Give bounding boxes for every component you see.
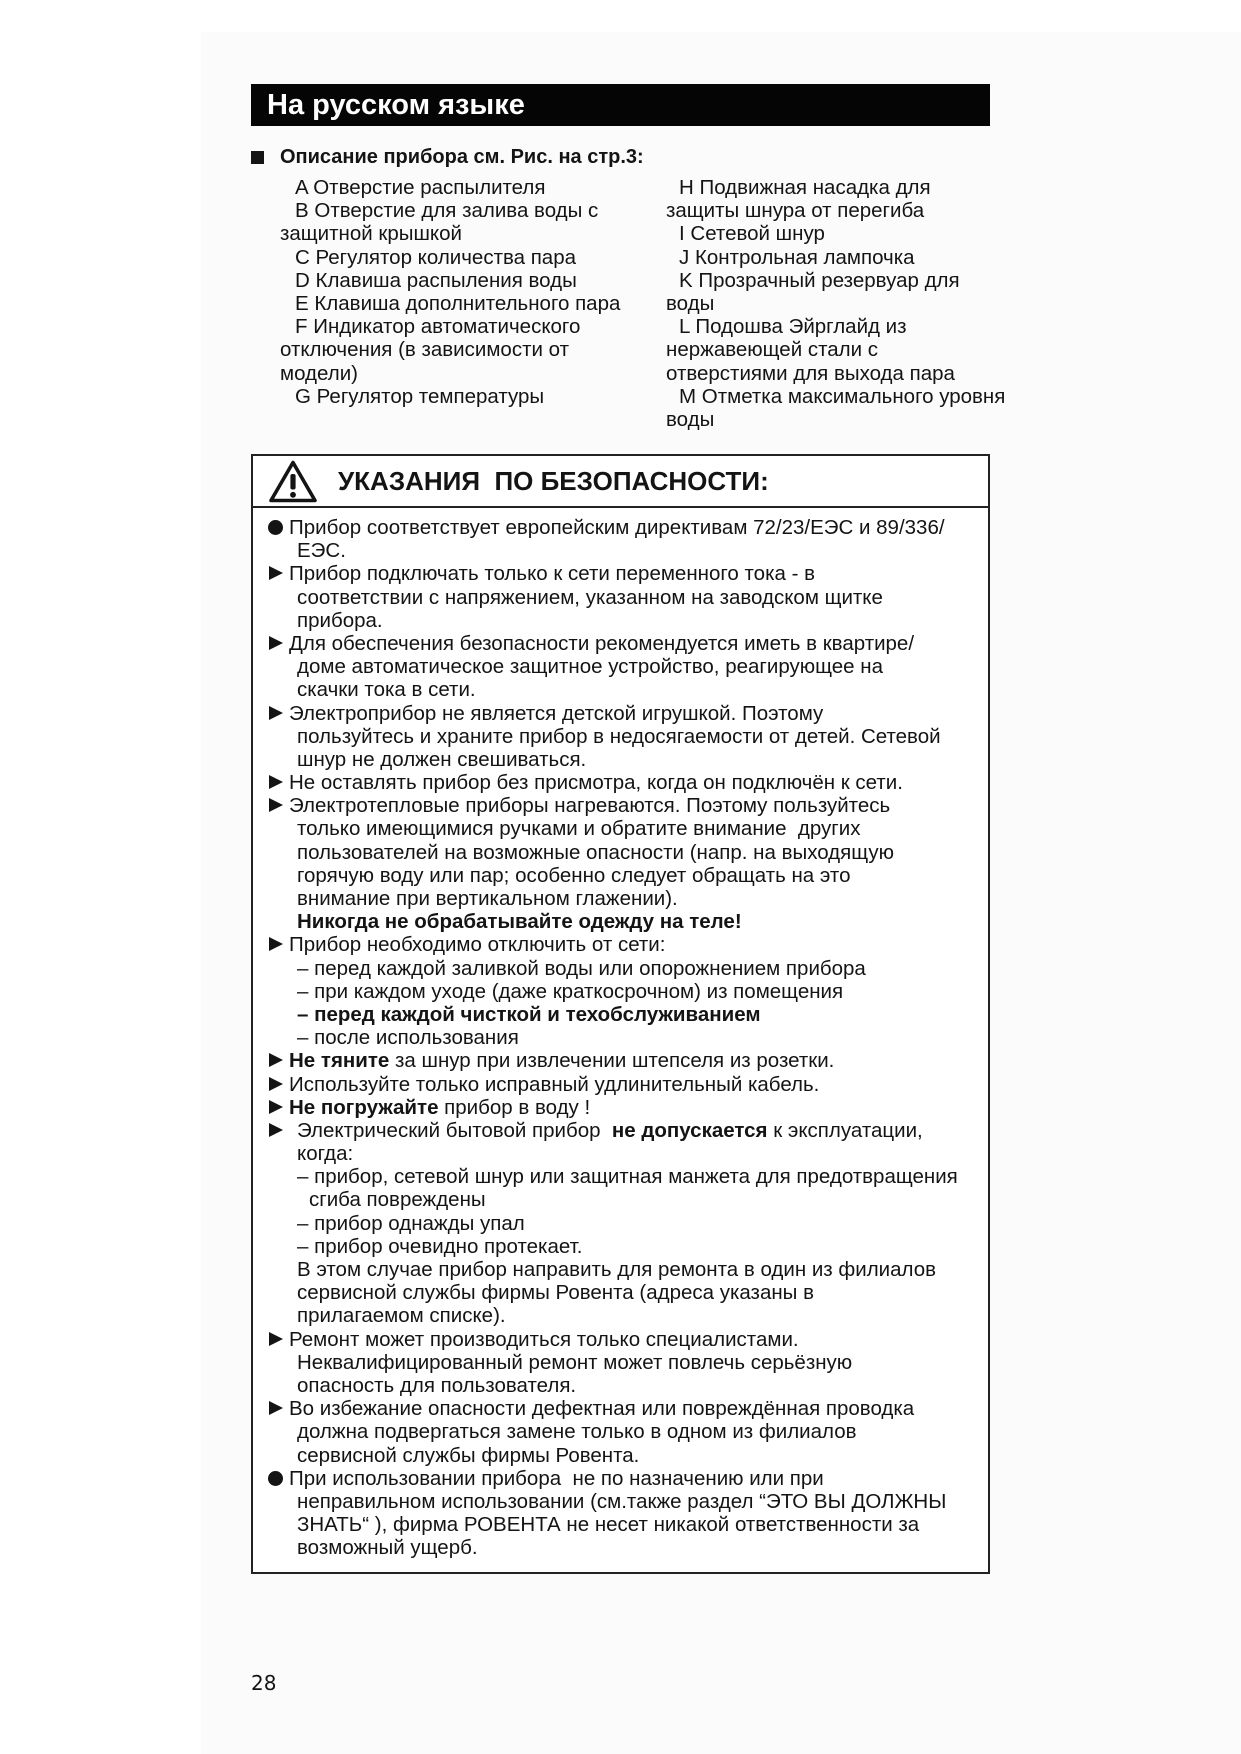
safety-line: пользователей на возможные опасности (напр. на выходящую — [297, 840, 894, 864]
part-line: нержавеющей стали с — [666, 338, 879, 362]
safety-item — [253, 562, 988, 632]
safety-text: за шнур при извлечении штепселя из розетки. — [389, 1049, 835, 1073]
safety-condition: – после использования — [297, 1026, 519, 1050]
arrow-bullet-icon — [269, 1123, 283, 1137]
safety-line: Используйте только исправный удлинительный кабель. — [289, 1072, 820, 1096]
arrow-bullet-icon — [269, 706, 283, 720]
part-item — [251, 246, 621, 269]
part-line: отключения (в зависимости от — [280, 338, 569, 362]
safety-warning: Никогда не обрабатывайте одежду на теле! — [297, 910, 742, 934]
part-line: L Подошва Эйрглайд из — [679, 315, 907, 339]
safety-note: В этом случае прибор направить для ремонта в один из филиалов — [297, 1258, 937, 1281]
safety-line: При использовании прибора не по назначению или при — [289, 1466, 824, 1490]
safety-line: Для обеспечения безопасности рекомендуется иметь в квартире/ — [289, 631, 915, 655]
arrow-bullet-icon — [269, 775, 283, 789]
safety-line: Не оставлять прибор без присмотра, когда он подключён к сети. — [289, 771, 903, 795]
page-number: 28 — [251, 1671, 277, 1695]
part-line: воды — [666, 291, 715, 315]
safety-line: прибора. — [297, 608, 383, 632]
safety-line: опасность для пользователя. — [297, 1373, 577, 1397]
safety-condition: – прибор однажды упал — [297, 1211, 525, 1235]
arrow-bullet-icon — [269, 937, 283, 951]
part-item — [251, 315, 621, 385]
arrow-bullet-icon — [269, 798, 283, 812]
arrow-bullet-icon — [269, 1100, 283, 1114]
safety-line: внимание при вертикальном глажении). — [297, 887, 678, 910]
safety-emphasis: Не тяните — [289, 1049, 390, 1073]
part-item — [251, 292, 621, 315]
safety-item — [253, 632, 988, 702]
part-line: M Отметка максимального уровня — [679, 384, 1006, 408]
arrow-bullet-icon — [269, 566, 283, 580]
arrow-bullet-icon — [269, 1332, 283, 1346]
safety-line: доме автоматическое защитное устройство, реагирующее на — [297, 655, 883, 679]
part-line: A Отверстие распылителя — [295, 176, 546, 199]
safety-header — [253, 456, 988, 508]
safety-line: сервисной службы фирмы Ровента. — [297, 1443, 640, 1467]
part-line: G Регулятор температуры — [295, 384, 545, 408]
part-line: защитной крышкой — [280, 222, 462, 246]
part-line: K Прозрачный резервуар для — [679, 268, 960, 292]
safety-item — [253, 1328, 988, 1398]
safety-condition: – прибор очевидно протекает. — [297, 1234, 583, 1258]
parts-list-left — [251, 176, 621, 408]
part-line: H Подвижная насадка для — [679, 176, 931, 199]
part-line: F Индикатор автоматического — [295, 315, 581, 339]
part-line: J Контрольная лампочка — [679, 245, 915, 269]
part-item — [635, 384, 1006, 431]
safety-line: только имеющимися ручками и обратите внимание других — [297, 817, 861, 841]
part-line: защиты шнура от перегиба — [666, 199, 925, 223]
safety-line: неправильном использовании (см.также раздел “ЭТО ВЫ ДОЛЖНЫ — [297, 1489, 947, 1513]
parts-heading-text: Описание прибора см. Рис. на стр.3: — [280, 146, 644, 168]
safety-text: прибор в воду ! — [438, 1095, 591, 1119]
safety-line: шнур не должен свешиваться. — [297, 747, 587, 771]
safety-item — [253, 1397, 988, 1467]
safety-item — [253, 1467, 988, 1560]
square-bullet-icon — [251, 151, 264, 164]
arrow-bullet-icon — [269, 1401, 283, 1415]
parts-heading — [251, 144, 891, 170]
part-line: отверстиями для выхода пара — [666, 361, 955, 385]
safety-line: Ремонт может производиться только специалистами. — [289, 1327, 799, 1351]
safety-line: возможный ущерб. — [297, 1536, 478, 1560]
safety-line: когда: — [297, 1142, 354, 1166]
safety-item — [253, 702, 988, 772]
part-line: D Клавиша распыления воды — [295, 268, 577, 292]
language-header — [251, 84, 990, 126]
safety-line — [253, 1096, 988, 1119]
arrow-bullet-icon — [269, 1053, 283, 1067]
part-line: модели) — [280, 361, 358, 385]
safety-item — [253, 1049, 988, 1072]
safety-list — [253, 508, 988, 1559]
safety-condition: – прибор, сетевой шнур или защитная манжета для предотвращения — [297, 1165, 958, 1189]
safety-line: ЕЭС. — [297, 539, 346, 563]
circle-bullet-icon — [268, 1471, 283, 1486]
safety-line: скачки тока в сети. — [297, 678, 476, 702]
safety-item — [253, 1096, 988, 1119]
part-item — [635, 269, 990, 315]
safety-item — [253, 516, 988, 562]
arrow-bullet-icon — [269, 636, 283, 650]
part-item — [635, 222, 990, 245]
safety-item — [253, 933, 988, 1049]
safety-condition: сгиба повреждены — [309, 1188, 486, 1212]
part-item — [635, 246, 990, 269]
safety-text: к эксплуатации, — [767, 1118, 923, 1142]
safety-line: соответствии с напряжением, указанном на заводском щитке — [297, 585, 883, 609]
part-line: I Сетевой шнур — [679, 222, 825, 246]
safety-box — [251, 454, 990, 1574]
safety-item — [253, 794, 988, 933]
safety-line: Прибор подключать только к сети переменного тока - в — [289, 562, 815, 586]
safety-line: Неквалифицированный ремонт может повлечь серьёзную — [297, 1350, 853, 1374]
safety-item — [253, 1119, 988, 1328]
safety-item — [253, 771, 988, 794]
safety-condition: – перед каждой чисткой и техобслуживанием — [297, 1002, 761, 1026]
safety-note: сервисной службы фирмы Ровента (адреса указаны в — [297, 1281, 814, 1305]
part-line: воды — [666, 407, 715, 431]
part-item — [635, 176, 990, 222]
safety-emphasis: не допускается — [611, 1118, 768, 1142]
part-item — [635, 315, 990, 385]
part-line: E Клавиша дополнительного пара — [295, 291, 621, 315]
parts-list-right — [635, 176, 1006, 431]
circle-bullet-icon — [268, 520, 283, 535]
part-item — [251, 176, 621, 199]
safety-line: Электротепловые приборы нагреваются. Поэтому пользуйтесь — [289, 794, 891, 818]
safety-condition: – при каждом уходе (даже краткосрочном) из помещения — [297, 979, 844, 1003]
part-line: B Отверстие для залива воды с — [295, 199, 599, 223]
safety-line: Электроприбор не является детской игрушкой. Поэтому — [289, 701, 824, 725]
language-title: На русском языке — [267, 89, 525, 121]
safety-line: должна подвергаться замене только в одном из филиалов — [297, 1420, 857, 1444]
part-item — [251, 269, 621, 292]
safety-line — [253, 1119, 988, 1142]
safety-line: горячую воду или пар; особенно следует обращать на это — [297, 863, 851, 887]
part-item — [251, 385, 621, 408]
safety-item — [253, 1073, 988, 1096]
part-item — [251, 199, 621, 245]
safety-condition: – перед каждой заливкой воды или опорожнением прибора — [297, 956, 866, 980]
part-line: C Регулятор количества пара — [295, 245, 577, 269]
safety-note: прилагаемом списке). — [297, 1304, 506, 1328]
safety-line: Прибор необходимо отключить от сети: — [289, 933, 666, 957]
safety-title: УКАЗАНИЯ ПО БЕЗОПАСНОСТИ: — [338, 466, 769, 496]
safety-line: Во избежание опасности дефектная или повреждённая проводка — [289, 1397, 915, 1421]
safety-line: Прибор соответствует европейским директивам 72/23/ЕЭС и 89/336/ — [289, 516, 945, 539]
safety-line: пользуйтесь и храните прибор в недосягаемости от детей. Сетевой — [297, 724, 941, 748]
safety-line: ЗНАТЬ“ ), фирма РОВЕНТА не несет никакой ответственности за — [297, 1513, 920, 1537]
safety-emphasis: Не погружайте — [289, 1095, 439, 1119]
warning-triangle-icon — [268, 459, 318, 504]
safety-text: Электрический бытовой прибор — [297, 1118, 612, 1142]
arrow-bullet-icon — [269, 1077, 283, 1091]
safety-line — [253, 1049, 988, 1072]
